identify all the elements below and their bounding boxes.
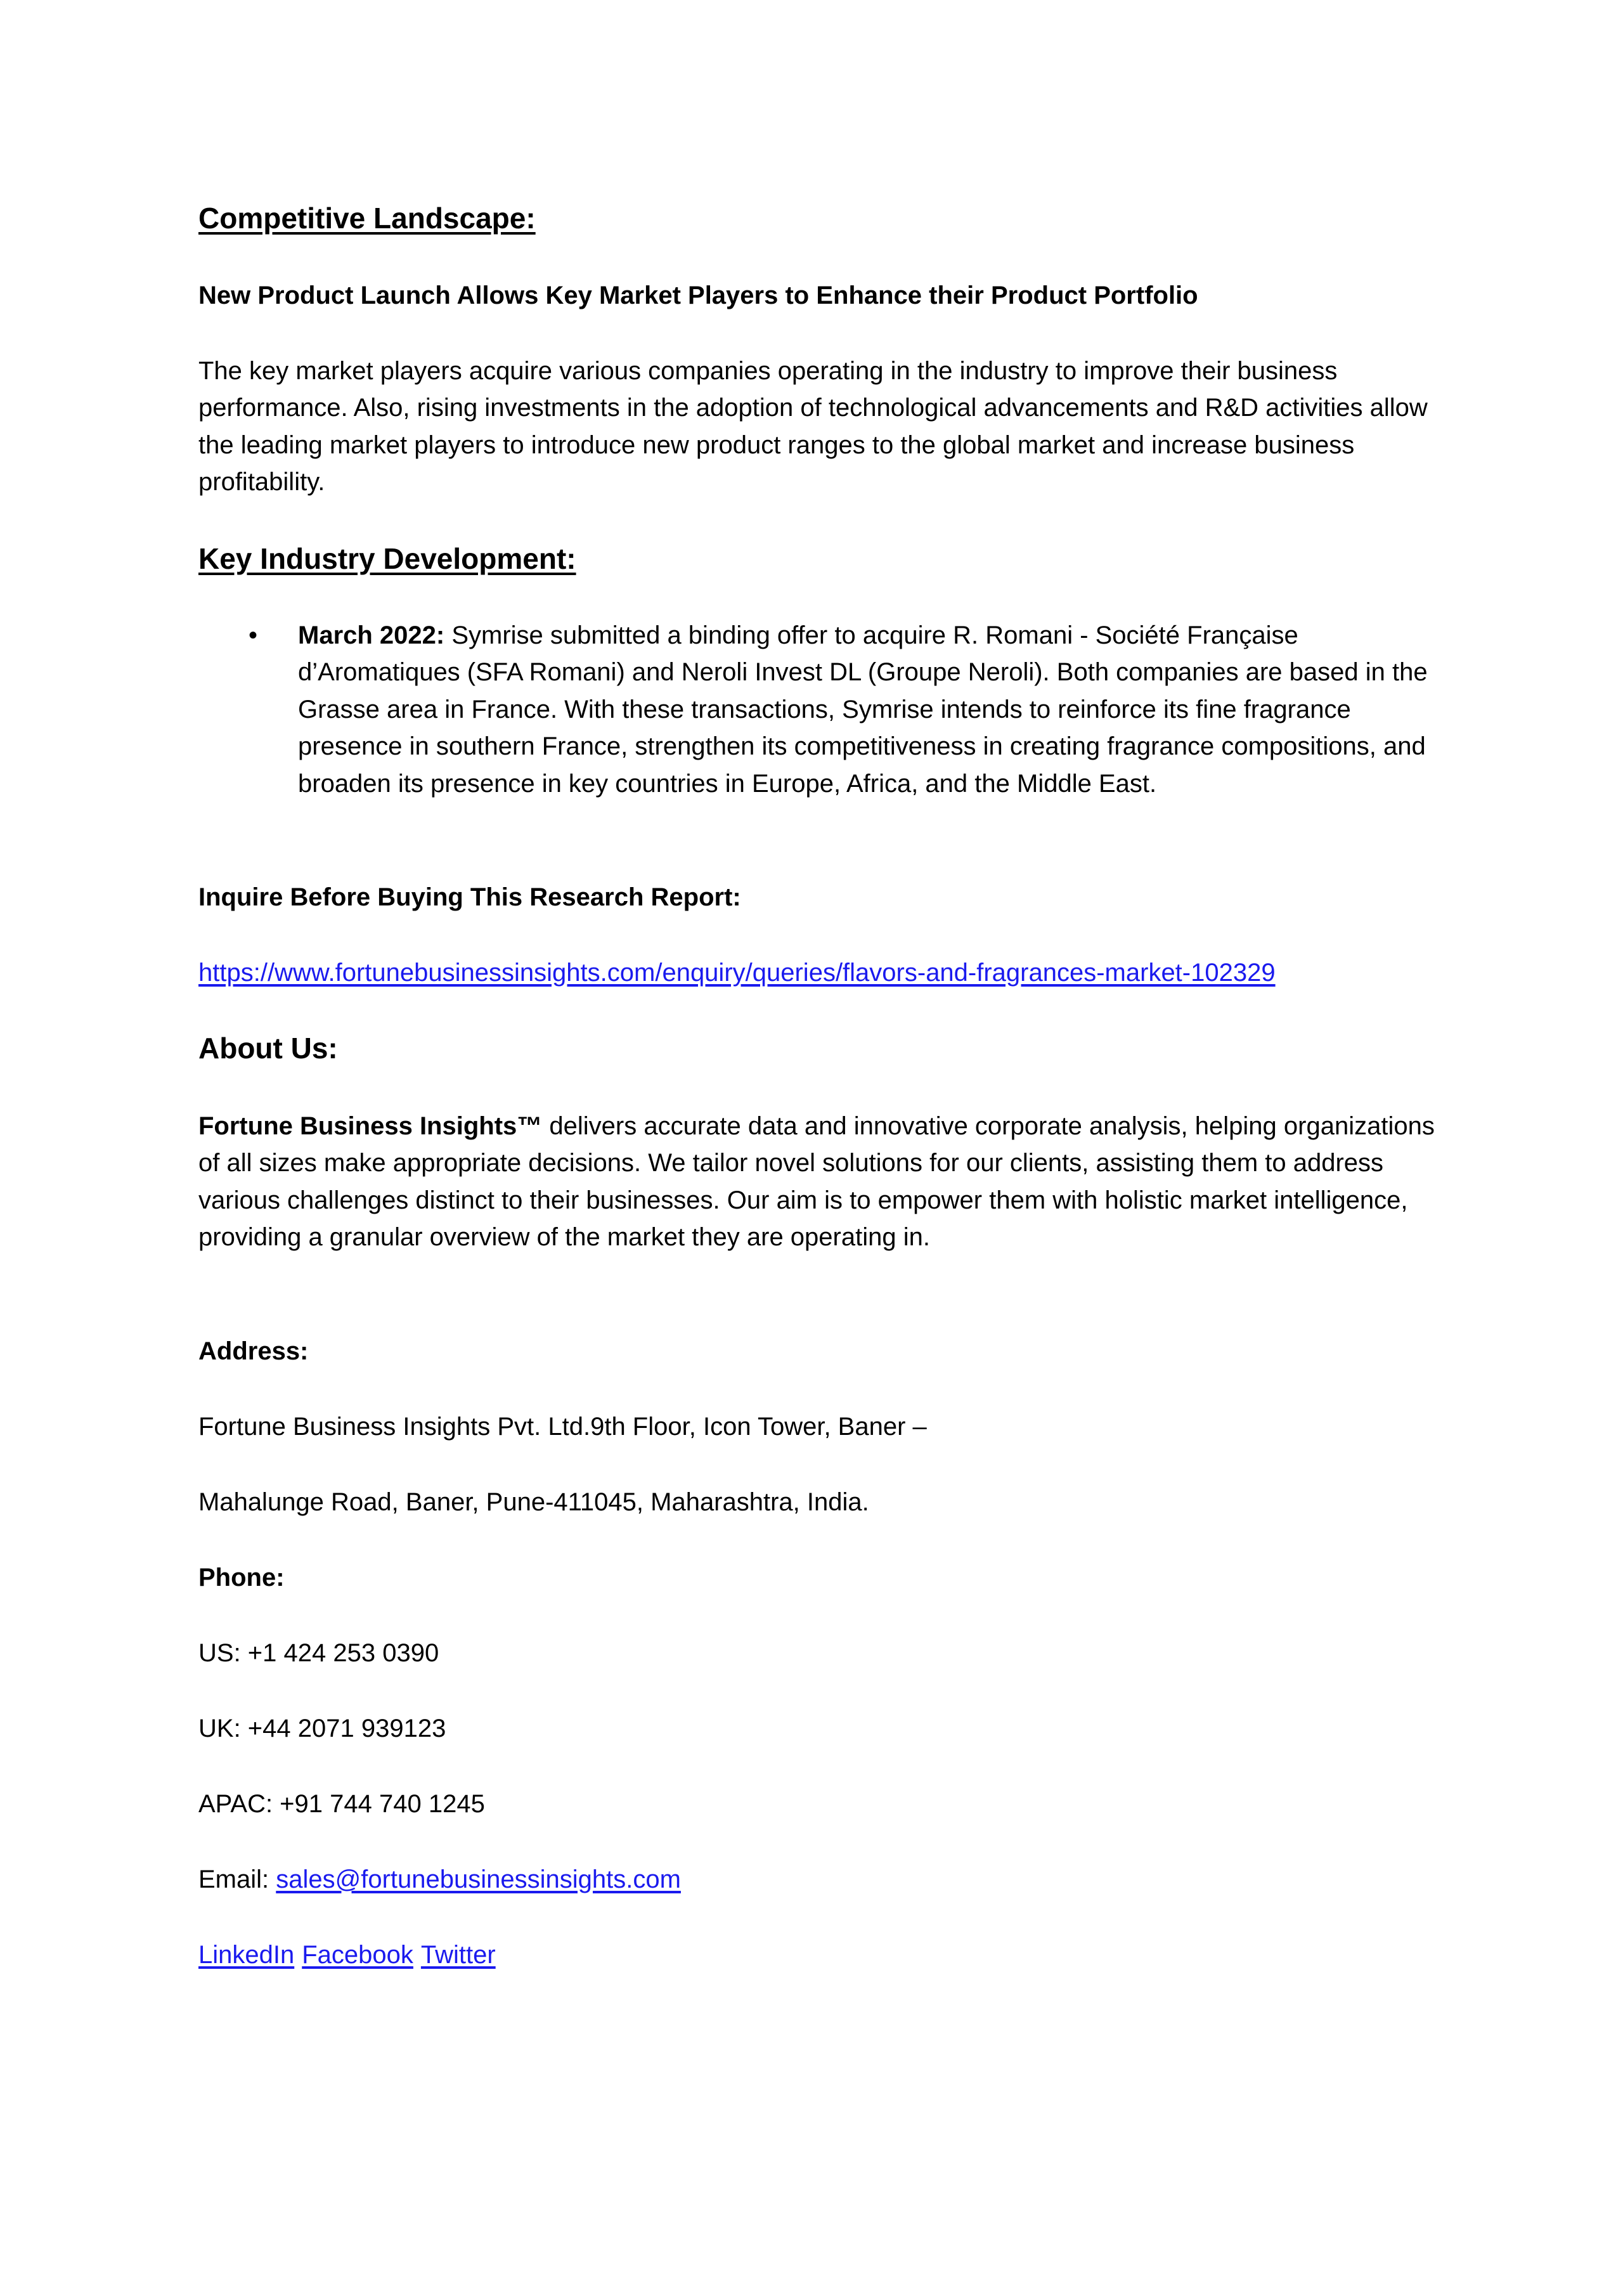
phone-uk: UK: +44 2071 939123 <box>198 1715 446 1742</box>
development-list <box>198 617 1441 802</box>
competitive-landscape-heading: Competitive Landscape: <box>198 202 536 235</box>
development-date: March 2022: <box>298 621 445 649</box>
company-name: Fortune Business Insights™ <box>198 1112 543 1140</box>
phone-us: US: +1 424 253 0390 <box>198 1639 439 1667</box>
development-item <box>198 617 1441 802</box>
linkedin-link[interactable]: LinkedIn <box>198 1941 295 1969</box>
email-row <box>198 1862 681 1897</box>
phone-apac: APAC: +91 744 740 1245 <box>198 1790 485 1818</box>
address-line-1: Fortune Business Insights Pvt. Ltd.9th Floor, Icon Tower, Baner – <box>198 1413 927 1441</box>
about-us-heading: About Us: <box>198 1032 338 1065</box>
competitive-paragraph: The key market players acquire various companies operating in the industry to improve their business performance. Also, rising investments in the adoption of technological advancements and R&D activities allow the leading market players to introduce new product ranges to the global market and increase business profitability. <box>198 357 1428 496</box>
address-label: Address: <box>198 1337 309 1365</box>
facebook-link[interactable]: Facebook <box>302 1941 413 1969</box>
social-links <box>198 1937 503 1973</box>
competitive-subheading: New Product Launch Allows Key Market Players to Enhance their Product Portfolio <box>198 282 1198 309</box>
address-line-2: Mahalunge Road, Baner, Pune-411045, Maharashtra, India. <box>198 1488 869 1516</box>
inquire-link-container <box>198 955 1276 990</box>
inquire-label: Inquire Before Buying This Research Report: <box>198 883 741 911</box>
email-label: Email: <box>198 1865 276 1893</box>
inquire-link[interactable]: https://www.fortunebusinessinsights.com/enquiry/queries/flavors-and-fragrances-market-102329 <box>198 959 1276 987</box>
email-link[interactable]: sales@fortunebusinessinsights.com <box>276 1865 681 1893</box>
phone-label: Phone: <box>198 1564 285 1592</box>
twitter-link[interactable]: Twitter <box>420 1941 496 1969</box>
about-paragraph <box>198 1108 1441 1256</box>
key-industry-development-heading: Key Industry Development: <box>198 542 576 575</box>
about-text: delivers accurate data and innovative corporate analysis, helping organizations of all sizes make appropriate decisions. We tailor novel solutions for our clients, assisting them to address various challenges distinct to their businesses. Our aim is to empower them with holistic market intelligence, providing a granular overview of the market they are operating in. <box>198 1112 1435 1252</box>
bullet-icon: • <box>249 621 258 649</box>
development-text: Symrise submitted a binding offer to acquire R. Romani - Société Française d’Aromatiques (SFA Romani) and Neroli Invest DL (Groupe Neroli). Both companies are based in the Grasse area in France. With these transactions, Symrise intends to reinforce its fine fragrance presence in southern France, strengthen its competitiveness in creating fragrance compositions, and broaden its presence in key countries in Europe, Africa, and the Middle East. <box>298 621 1428 798</box>
